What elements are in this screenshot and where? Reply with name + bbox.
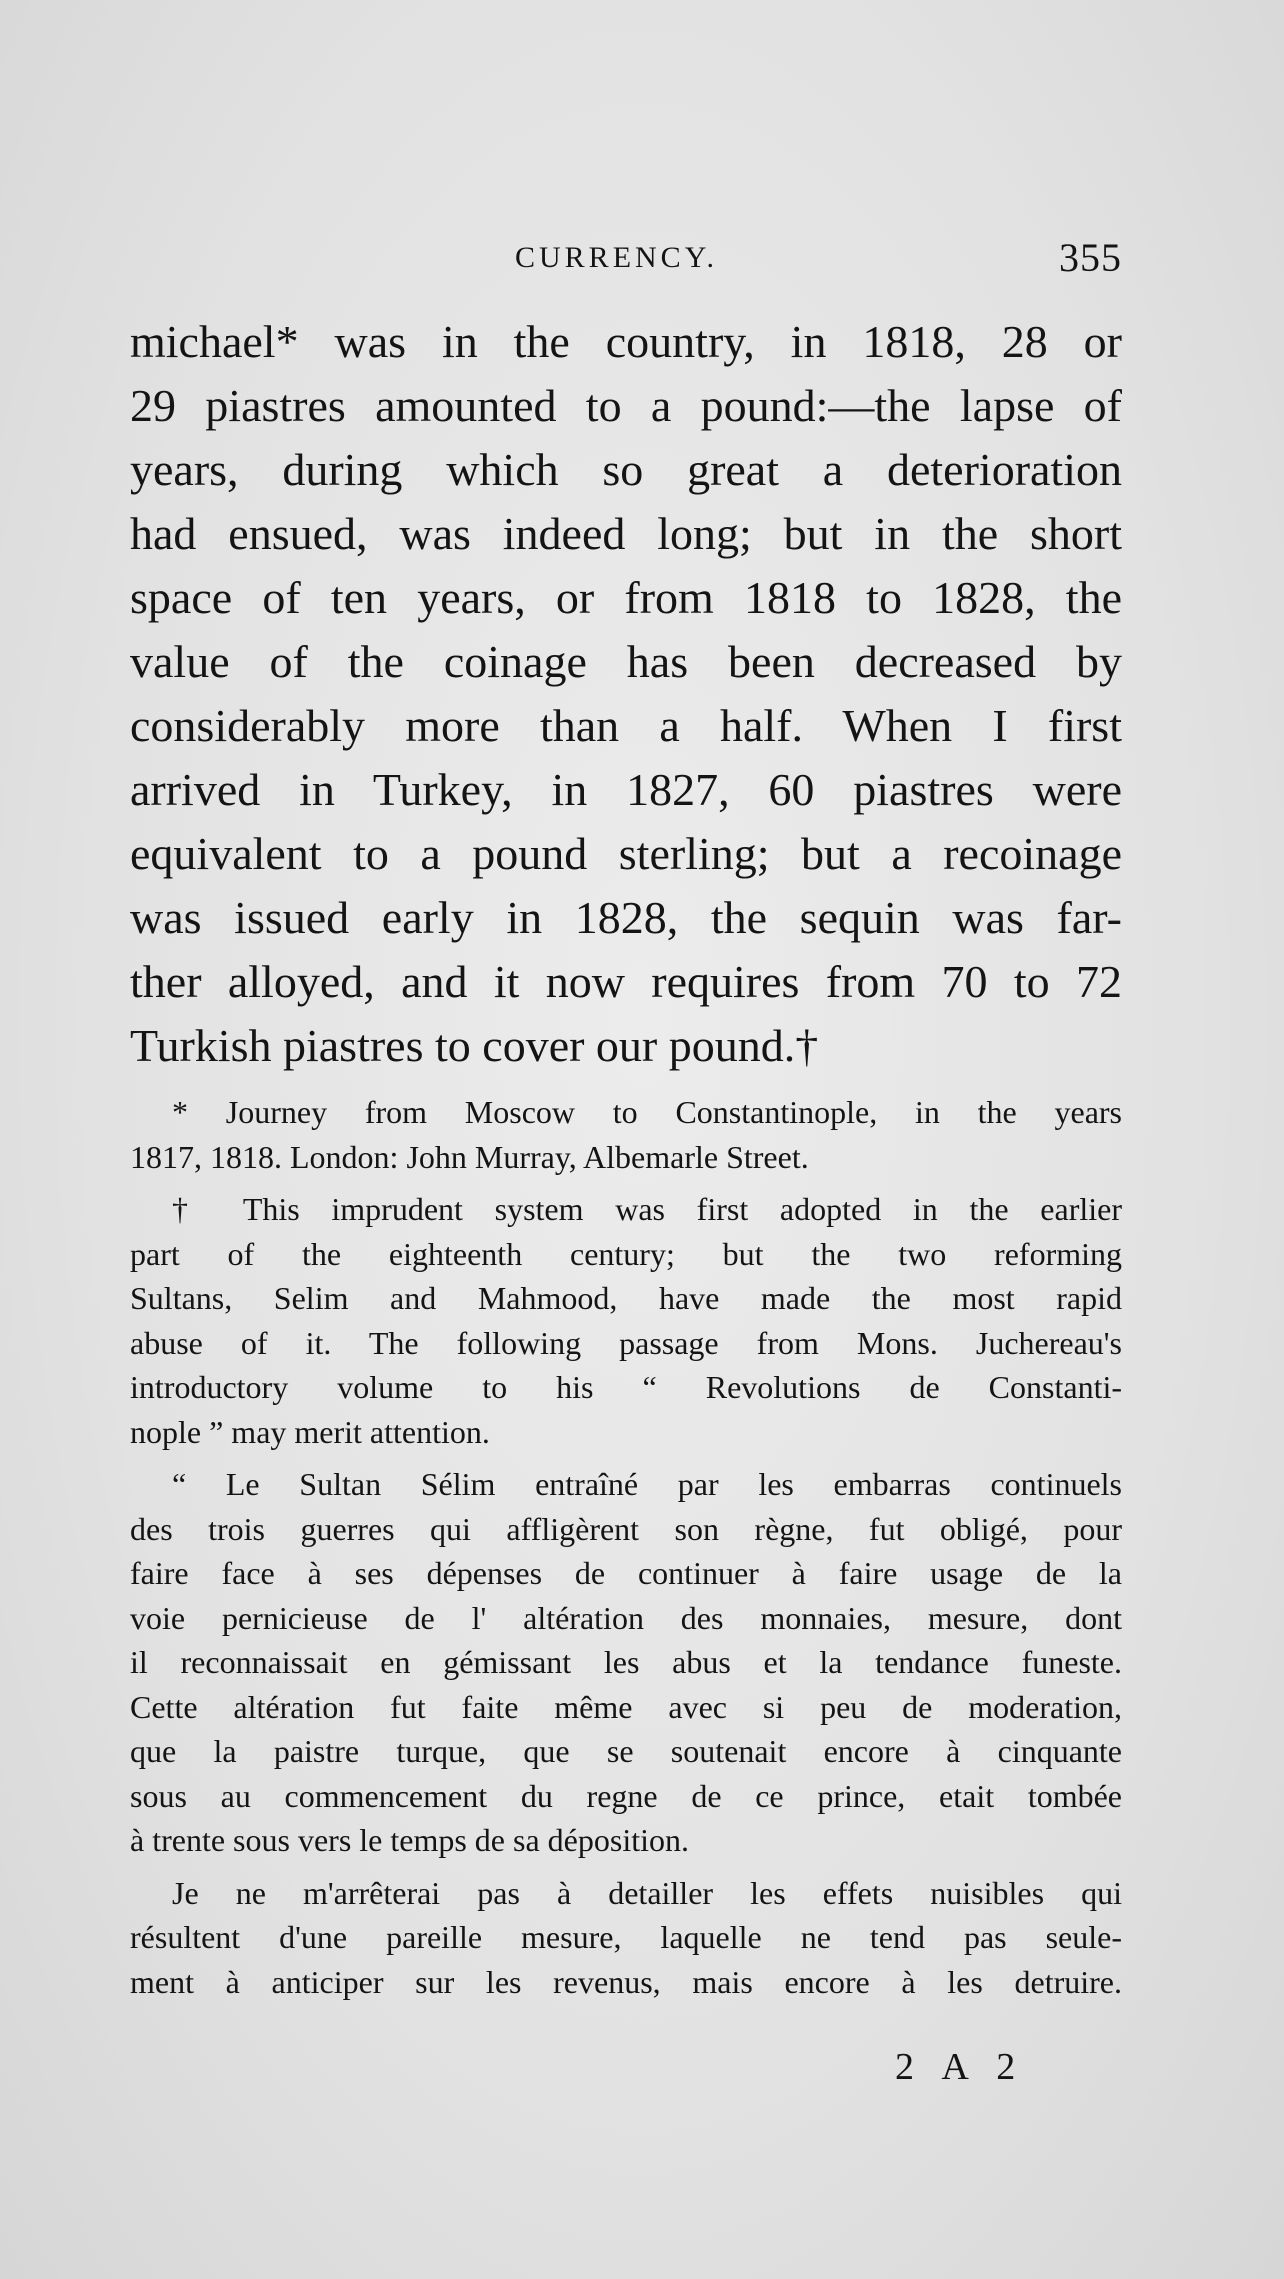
footnote-line: résultent d'une pareille mesure, laquelle ne tend pas seule- bbox=[130, 1919, 1122, 1955]
footnote-line: Cette altération fut faite même avec si peu de moderation, bbox=[130, 1688, 1122, 1725]
text-line: michael* was in the country, in 1818, 28 or bbox=[130, 316, 1122, 367]
signature-mark: 2 A 2 bbox=[895, 2046, 1026, 2088]
footnote-line: “ Le Sultan Sélim entraîné par les embarras continuels bbox=[172, 1466, 1122, 1502]
footnote-quote-paragraph bbox=[130, 1462, 1122, 1863]
footnote-line: abuse of it. The following passage from Mons. Juchereau's bbox=[130, 1324, 1122, 1361]
text-line: ther alloyed, and it now requires from 70 to 72 bbox=[130, 956, 1122, 1007]
footnote-quote-paragraph bbox=[130, 1871, 1122, 2005]
footnote-line: 1817, 1818. London: John Murray, Albemarle Street. bbox=[130, 1138, 809, 1175]
footnote-line: faire face à ses dépenses de continuer à faire usage de la bbox=[130, 1555, 1122, 1591]
footnote-line: à trente sous vers le temps de sa déposition. bbox=[130, 1822, 689, 1858]
footnotes bbox=[130, 1090, 1122, 2004]
footnote-line: voie pernicieuse de l' altération des monnaies, mesure, dont bbox=[130, 1599, 1122, 1636]
page-number: 355 bbox=[1059, 235, 1122, 280]
footnote-line: il reconnaissait en gémissant les abus et la tendance funeste. bbox=[130, 1644, 1122, 1680]
footnote-dagger bbox=[130, 1187, 1122, 1454]
footnote-line: * Journey from Moscow to Constantinople, in the years bbox=[172, 1094, 1122, 1130]
footnote-line: † This imprudent system was first adopted in the earlier bbox=[172, 1191, 1122, 1227]
text-line: had ensued, was indeed long; but in the short bbox=[130, 508, 1122, 559]
footnote-star bbox=[130, 1090, 1122, 1179]
text-line: value of the coinage has been decreased by bbox=[130, 636, 1122, 687]
text-line: 29 piastres amounted to a pound:—the lapse of bbox=[130, 380, 1122, 431]
text-line: was issued early in 1828, the sequin was far- bbox=[130, 892, 1122, 943]
footnote-line: Sultans, Selim and Mahmood, have made the most rapid bbox=[130, 1280, 1122, 1316]
footnote-line: que la paistre turque, que se soutenait encore à cinquante bbox=[130, 1733, 1122, 1769]
text-line: years, during which so great a deterioration bbox=[130, 444, 1122, 495]
running-head: CURRENCY. bbox=[515, 241, 718, 274]
text-line: space of ten years, or from 1818 to 1828, the bbox=[130, 572, 1122, 623]
footnote-line: sous au commencement du regne de ce prince, etait tombée bbox=[130, 1777, 1122, 1814]
text-line: Turkish piastres to cover our pound.† bbox=[130, 1020, 819, 1071]
footnote-line: ment à anticiper sur les revenus, mais encore à les detruire. bbox=[130, 1963, 1122, 2000]
page-header bbox=[130, 228, 1122, 288]
text-line: equivalent to a pound sterling; but a recoinage bbox=[130, 828, 1122, 879]
footnote-line: Je ne m'arrêterai pas à detailler les effets nuisibles qui bbox=[172, 1874, 1122, 1911]
footnote-line: introductory volume to his “ Revolutions de Constanti- bbox=[130, 1369, 1122, 1405]
footnote-line: nople ” may merit attention. bbox=[130, 1413, 490, 1450]
footnote-line: des trois guerres qui affligèrent son règne, fut obligé, pour bbox=[130, 1510, 1122, 1547]
text-line: arrived in Turkey, in 1827, 60 piastres were bbox=[130, 764, 1122, 815]
text-line: considerably more than a half. When I first bbox=[130, 700, 1122, 751]
footnote-line: part of the eighteenth century; but the two reforming bbox=[130, 1235, 1122, 1272]
main-paragraph bbox=[130, 310, 1122, 1078]
